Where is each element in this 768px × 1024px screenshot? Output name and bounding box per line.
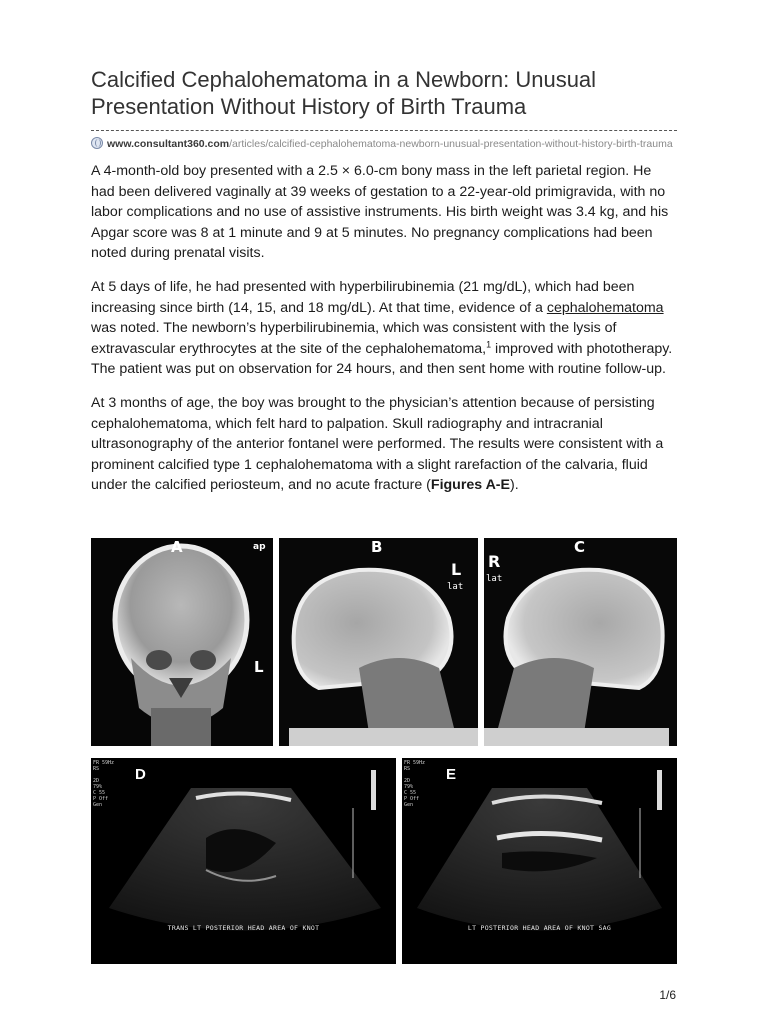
paragraph-3 (91, 393, 677, 496)
page-number: 1/6 (659, 988, 676, 1002)
globe-icon (91, 137, 103, 149)
figure-d-scan-settings: FR 59Hz RS 2D 79% C 55 P Off Gen (93, 760, 115, 808)
figure-d-label: D (135, 766, 146, 783)
article (91, 66, 677, 496)
figure-c-label: C (574, 538, 586, 556)
source-path[interactable]: /articles/calcified-cephalohematoma-newborn-unusual-presentation-without-history-birth-trauma (229, 138, 673, 150)
figures-reference: Figures A-E (430, 477, 510, 494)
article-body (91, 161, 677, 496)
figure-b-view: lat (447, 582, 464, 592)
figure-a-side: L (254, 658, 264, 676)
ultrasound-sag-image (402, 758, 677, 964)
figure-c-xray (484, 538, 677, 746)
paragraph-2-text: improved with phototherapy. The patient was put on observation for 24 hours, and then sent home with routine follow-up. (91, 340, 673, 378)
paragraph-2-text: At 5 days of life, he had presented with hyperbilirubinemia (21 mg/dL), which had been increasing since birth (14, 15, and 18 mg/dL). At that time, evidence of a (91, 278, 635, 316)
figure-b-side: L (451, 560, 462, 579)
figure-b-xray (279, 538, 478, 746)
figure-d-caption: TRANS LT POSTERIOR HEAD AREA OF KNOT (167, 924, 320, 932)
figure-e-caption: LT POSTERIOR HEAD AREA OF KNOT SAG (467, 924, 612, 932)
skull-ap-image (91, 538, 273, 746)
figure-a-view: ap (253, 542, 266, 552)
reference-1[interactable]: 1 (486, 339, 492, 350)
skull-lateral-right-image (484, 538, 677, 746)
paragraph-3-text: ). (510, 477, 519, 494)
figure-b-label: B (371, 538, 383, 556)
figure-e-label: E (446, 766, 457, 783)
paragraph-3-text: At 3 months of age, the boy was brought to the physician’s attention because of persisting cephalohematoma, which felt hard to palpation. Skull radiography and intracranial ultrasonography of the anterior fontanel were performed. The results were consistent with a prominent calcified type 1 cephalohematoma with a slight rarefaction of the calvaria, fluid under the calcified periosteum, and no acute fracture ( (91, 394, 664, 494)
figure-c-side: R (488, 552, 501, 571)
paragraph-2-text: was noted. The newborn’s hyperbilirubinemia, which was consistent with the lysis of extravascular erythrocytes at the site of the cephalohematoma, (91, 320, 617, 357)
figure-e-scan-settings: FR 59Hz RS 2D 79% C 55 P Off Gen (404, 760, 426, 808)
article-title: Calcified Cephalohematoma in a Newborn: Unusual Presentation Without History of Birth Trauma (91, 67, 597, 119)
cephalohematoma-link[interactable]: cephalohematoma (546, 299, 664, 316)
figure-e-ultrasound (402, 758, 677, 964)
figure-a-xray (91, 538, 273, 746)
figure-c-view: lat (486, 574, 503, 584)
source-url[interactable] (91, 137, 677, 151)
paragraph-2 (91, 277, 677, 380)
paragraph-1: A 4-month-old boy presented with a 2.5 × 6.0-cm bony mass in the left parietal region. He had been delivered vaginally at 39 weeks of gestation to a 22-year-old primigravida, with no labor complications and no use of assistive instruments. His birth weight was 3.4 kg, and his Apgar score was 8 at 1 minute and 9 at 5 minutes. No pregnancy complications had been noted during prenatal visits. (91, 163, 669, 262)
figure-d-ultrasound (91, 758, 396, 964)
skull-lateral-left-image (279, 538, 478, 746)
ultrasound-trans-image (91, 758, 396, 964)
source-domain[interactable]: www.consultant360.com (107, 138, 230, 150)
title-divider (91, 130, 677, 131)
figure-a-label: A (171, 538, 183, 556)
